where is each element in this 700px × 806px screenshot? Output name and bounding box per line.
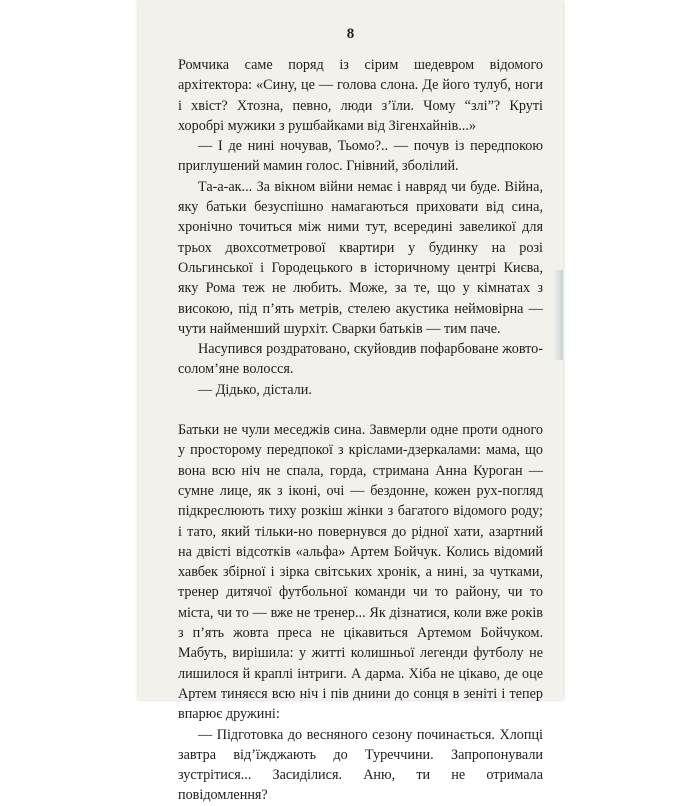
next-page-edge [553, 270, 563, 360]
paragraph: Та-а-ак... За вікном війни немає і навряд чи буде. Війна, яку батьки безуспішно намагаються приховати від сина, хронічно точиться між ними тут, всередині завеликої для трьох двохсотметрової квартири у будинку на розі Ольгинської і Городецького в історичному центрі Києва, яку Рома теж не любить. Може, за те, що у кімнатах з високою, під п’ять метрів, стелею акустика неймовірна — чути найменший шурхіт. Сварки батьків — тим паче. [178, 178, 543, 337]
paragraph: — І де нині ночував, Тьомо?.. — почув із передпокою приглушений мамин голос. Гнівний, зболілий. [178, 138, 543, 175]
paragraph: — Дідько, дістали. [198, 381, 312, 398]
page-text [178, 55, 543, 806]
book-page [138, 0, 563, 804]
paragraph: — Підготовка до весняного сезону починається. Хлопці завтра від’їжджають до Туреччини. Запропонували зустрітися... Засиділися. Аню, ти не отримала повідомлення? [178, 726, 543, 804]
section-break [178, 400, 543, 420]
page-number: 8 [346, 26, 355, 42]
paragraph: Насупився роздратовано, скуйовдив пофарбоване жовто-солом’яне волосся. [178, 341, 543, 378]
paragraph: Ромчика саме поряд із сірим шедевром відомого архітектора: «Сину, це — голова слона. Де його тулуб, ноги і хвіст? Хтозна, певно, люди з’їли. Чому “злі”? Круті хоробрі мужики з рушбайками від Зігенхайнів...» [178, 57, 543, 134]
paragraph: Батьки не чули меседжів сина. Завмерли одне проти одного у просторому передпокої з кріслами-дзеркалами: мама, що вона всю ніч не спала, горда, стримана Анна Куроган — сумне лице, як з іконі, очі — бездонне, кожен рух-погляд підкреслюють тиху розкіш жінки з багатого відомого роду; і тато, який тільки-но повернувся до рідної хати, азартний на двісті відсотків «альфа» Артем Бойчук. Колись відомий хавбек збірної і зірка світських хронік, а нині, за чутками, тренер дитячої футбольної команди чи то району, чи то міста, чи то — вже не тренер... Як дізнатися, коли вже років з п’ять жовта преса не цікавиться Артемом Бойчуком. Мабуть, вирішила: у житті колишньої легенди футболу не лишилося й краплі інтриги. А дарма. Хіба не цікаво, де оце Артем тиняєся всю ніч і пів днини до сонця в зеніті і тепер впарює дружині: [178, 422, 543, 723]
